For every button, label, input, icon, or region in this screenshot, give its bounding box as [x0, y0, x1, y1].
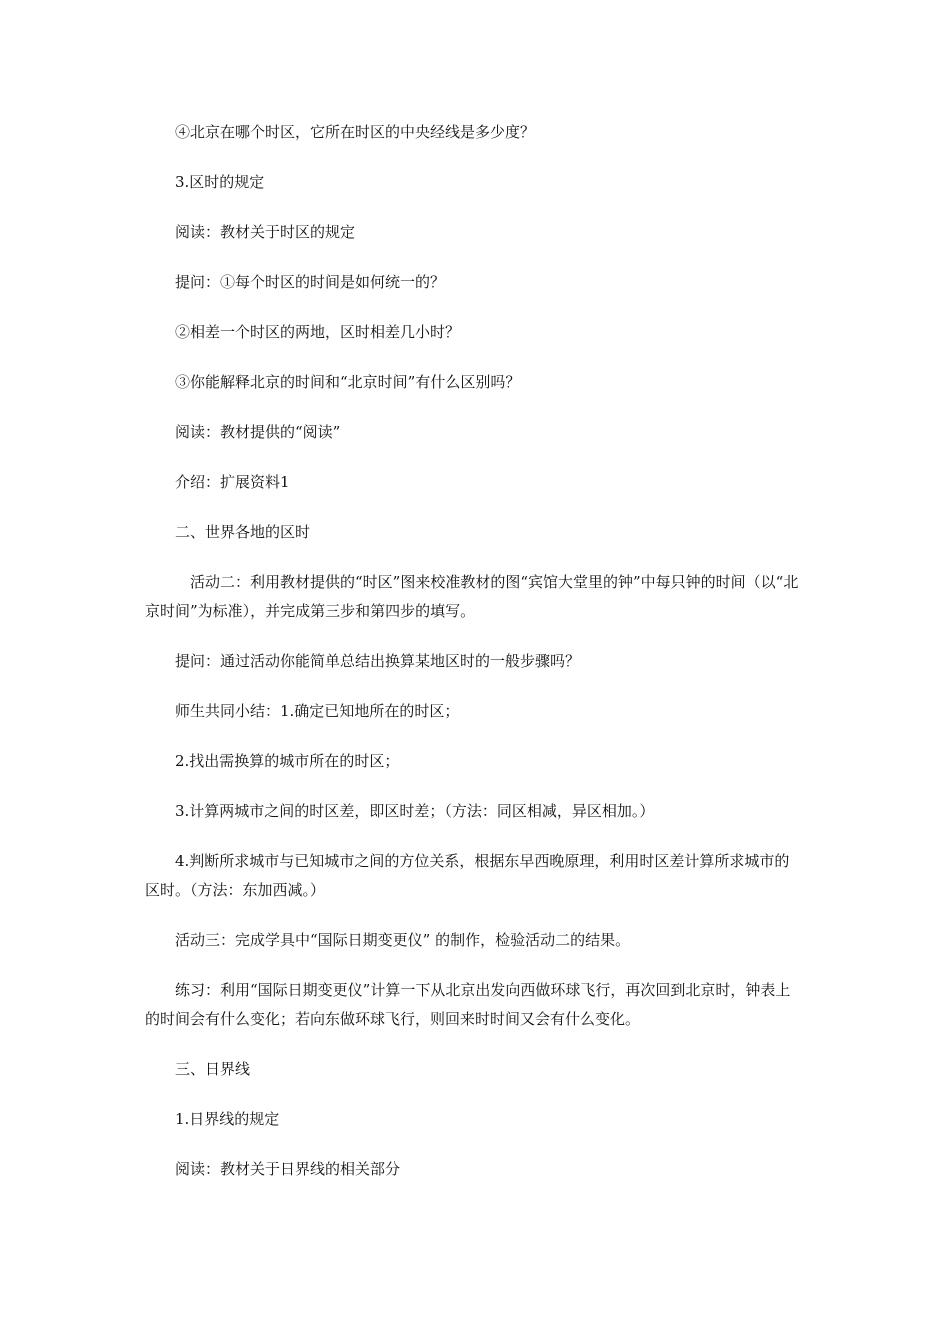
paragraph-question-1: 提问：①每个时区的时间是如何统一的？ [175, 273, 446, 291]
section-heading-date-line: 三、日界线 [175, 1060, 251, 1078]
section-heading-world-zone-times: 二、世界各地的区时 [175, 523, 311, 541]
paragraph-activity-3: 活动三：完成学具中“国际日期变更仪” 的制作，检验活动二的结果。 [175, 931, 631, 949]
paragraph-reading-textbook: 阅读：教材提供的“阅读” [175, 423, 341, 441]
paragraph-question-steps: 提问：通过活动你能简单总结出换算某地区时的一般步骤吗？ [175, 652, 581, 670]
paragraph-summary-step-3: 3.计算两城市之间的时区差，即区时差；（方法：同区相减，异区相加。） [175, 802, 655, 820]
paragraph-summary-step-4: 4.判断所求城市与已知城市之间的方位关系，根据东早西晚原理，利用时区差计算所求城市的区时。（方法：东加西减。） [145, 852, 790, 899]
paragraph-question-3: ③你能解释北京的时间和“北京时间”有什么区别吗？ [175, 373, 521, 391]
paragraph-question-4: ④北京在哪个时区，它所在时区的中央经线是多少度？ [175, 123, 536, 141]
section-heading-zone-time-rules: 3.区时的规定 [175, 173, 265, 191]
document-body [145, 118, 800, 1205]
paragraph-exercise: 练习：利用“国际日期变更仪”计算一下从北京出发向西做环球飞行，再次回到北京时，钟表上的时间会有什么变化；若向东做环球飞行，则回来时时间又会有什么变化。 [145, 981, 791, 1028]
paragraph-activity-2: 活动二：利用教材提供的“时区”图来校准教材的图“宾馆大堂里的钟”中每只钟的时间（以“北京时间”为标准），并完成第三步和第四步的填写。 [145, 573, 799, 620]
paragraph-reading-date-line: 阅读：教材关于日界线的相关部分 [175, 1160, 401, 1178]
paragraph-introduction: 介绍：扩展资料1 [175, 473, 290, 491]
paragraph-reading-time-zone-rules: 阅读：教材关于时区的规定 [175, 223, 356, 241]
section-heading-date-line-rules: 1.日界线的规定 [175, 1110, 280, 1128]
paragraph-summary-step-1: 师生共同小结：1.确定已知地所在的时区； [175, 702, 460, 720]
paragraph-summary-step-2: 2.找出需换算的城市所在的时区； [175, 752, 400, 770]
paragraph-question-2: ②相差一个时区的两地，区时相差几小时？ [175, 323, 461, 341]
